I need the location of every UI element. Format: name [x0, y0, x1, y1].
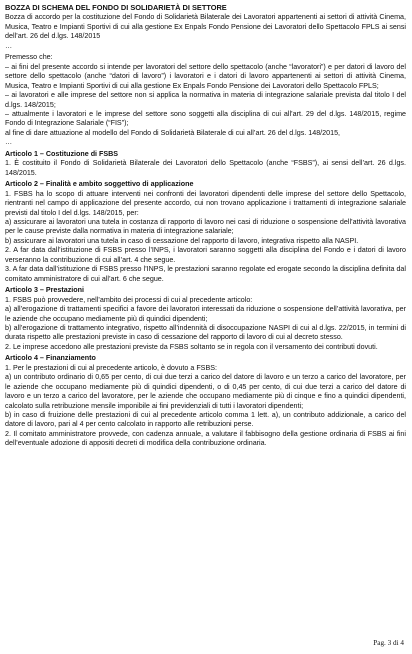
article-2-paragraph-1: 1. FSBS ha lo scopo di attuare interventi nei confronti dei lavoratori dipendenti delle imprese del settore dello Spettacolo, rientranti nel campo di applicazione del presente accordo, cui non trovano applicazione i trattamenti di integrazione salariale previsti dal titolo I del d.lgs. 148/2015, per: — [5, 189, 406, 217]
article-2-item-a: a) assicurare ai lavoratori una tutela in costanza di rapporto di lavoro nei casi di riduzione o sospensione dell’attività lavorativa per le cause previste dalla normativa in materia di integrazione salariale; — [5, 217, 406, 236]
article-4-heading: Articolo 4 – Finanziamento — [5, 354, 96, 363]
article-4-item-a: a) un contributo ordinario di 0,65 per cento, di cui due terzi a carico del datore di lavoro e un terzo a carico del lavoratore, per le aziende che occupano mediamente più di quindici dipendenti, o di 0,45 per cento, di cui due terzi a carico del datore di lavoro e un terzo a carico del lavoratore, per le aziende che occupano mediamente più di cinque e fino a quindici dipendenti, calcolato sulla retribuzione mensile imponibile ai fini previdenziali di tutti i lavoratori dipendenti; — [5, 373, 406, 410]
article-4-paragraph-2: 2. Il comitato amministratore provvede, con cadenza annuale, a valutare il fabbisogno della gestione ordinaria di FSBS ai fini dell’eventuale adozione di appositi decreti di modifica della contribuzione ordinaria. — [5, 429, 406, 448]
article-4-paragraph-1: 1. Per le prestazioni di cui al precedente articolo, è dovuto a FSBS: — [5, 363, 217, 372]
article-3-paragraph-2: 2. Le imprese accedono alle prestazioni previste da FSBS soltanto se in regola con il versamento dei contributi dovuti. — [5, 342, 378, 351]
article-2-item-b: b) assicurare ai lavoratori una tutela in caso di cessazione del rapporto di lavoro, integrativa rispetto alla NASPI. — [5, 236, 359, 245]
premise-item: – attualmente i lavoratori e le imprese del settore sono soggetti alla disciplina di cui all’art. 29 del d.lgs. 148/2015, regime Fondo di Integrazione Salariale (“FIS”); — [5, 109, 406, 128]
article-3-item-a: a) all’erogazione di trattamenti specifici a favore dei lavoratori interessati da riduzione o sospensione dell’attività lavorativa, per le aziende che occupano mediamente più di quindici dipendenti; — [5, 305, 406, 323]
premesso-heading: Premesso che: — [5, 53, 53, 62]
document-title: BOZZA DI SCHEMA DEL FONDO DI SOLIDARIETÀ DI SETTORE — [5, 3, 227, 12]
article-3-paragraph-1: 1. FSBS può provvedere, nell’ambito dei processi di cui al precedente articolo: — [5, 295, 253, 304]
article-2-paragraph-2: 2. A far data dall’istituzione di FSBS presso l’INPS, i lavoratori saranno soggetti alla disciplina del Fondo e i datori di lavoro verseranno la contribuzione di cui all’art. 4 che segue. — [5, 246, 406, 264]
article-4-item-b: b) in caso di fruizione delle prestazioni di cui al precedente articolo comma 1 lett. a), un contributo addizionale, a carico del datore di lavoro, pari al 4 per cento calcolato in rapporto alle retribuzioni perse. — [5, 411, 406, 429]
article-3-item-b: b) all’erogazione di trattamento integrativo, rispetto all’indennità di disoccupazione NASPI di cui al d.lgs. 22/2015, in termini di durata rispetto alle prestazioni previste in caso di cessazione del rapporto di lavoro di cui al decreto stesso. — [5, 323, 406, 342]
page-number: Pag. 3 di 4 — [373, 638, 404, 647]
article-2-heading: Articolo 2 – Finalità e ambito soggettivo di applicazione — [5, 180, 194, 189]
intro-paragraph: Bozza di accordo per la costituzione del Fondo di Solidarietà Bilaterale dei Lavoratori appartenenti ai settori di attività Cinema, Musica, Teatro e Impianti Sportivi di cui alla gestione Ex Enpals Fondo Pensione dei Lavoratori dello Spettacolo FPLS ai sensi dell’art. 26 del d.lgs. 148/2015 — [5, 13, 406, 41]
premise-item: – ai lavoratori e alle imprese del settore non si applica la normativa in materia di integrazione salariale prevista dal titolo I del d.lgs. 148/2015; — [5, 91, 406, 109]
ellipsis: … — [5, 138, 13, 147]
article-1-paragraph-1: 1. È costituito il Fondo di Solidarietà Bilaterale dei Lavoratori dello Spettacolo (anche “FSBS”), ai sensi dell’art. 26 d.lgs. 148/2015. — [5, 159, 406, 177]
article-3-heading: Articolo 3 – Prestazioni — [5, 286, 84, 295]
premise-item: al fine di dare attuazione al modello del Fondo di Solidarietà Bilaterale di cui all’art. 26 del d.lgs. 148/2015, — [5, 128, 341, 137]
article-2-paragraph-3: 3. A far data dall’istituzione di FSBS presso l’INPS, le prestazioni saranno regolate ed erogate secondo la disciplina definita dal comitato amministratore di cui all’art. 6 che segue. — [5, 265, 406, 283]
article-1-heading: Articolo 1 – Costituzione di FSBS — [5, 149, 119, 158]
ellipsis: … — [5, 41, 13, 50]
premise-item: – ai fini del presente accordo si intende per lavoratori del settore dello spettacolo (anche “lavoratori”) e per datori di lavoro del settore dello spettacolo (anche “datori di lavoro”) i lavoratori e i datori di lavoro appartenenti ai settori di attività Cinema, Musica, Teatro e Impianti Sportivi di cui alla gestione Ex Enpals Fondo Pensione dei Lavoratori dello Spettacolo FPLS; — [5, 62, 406, 90]
